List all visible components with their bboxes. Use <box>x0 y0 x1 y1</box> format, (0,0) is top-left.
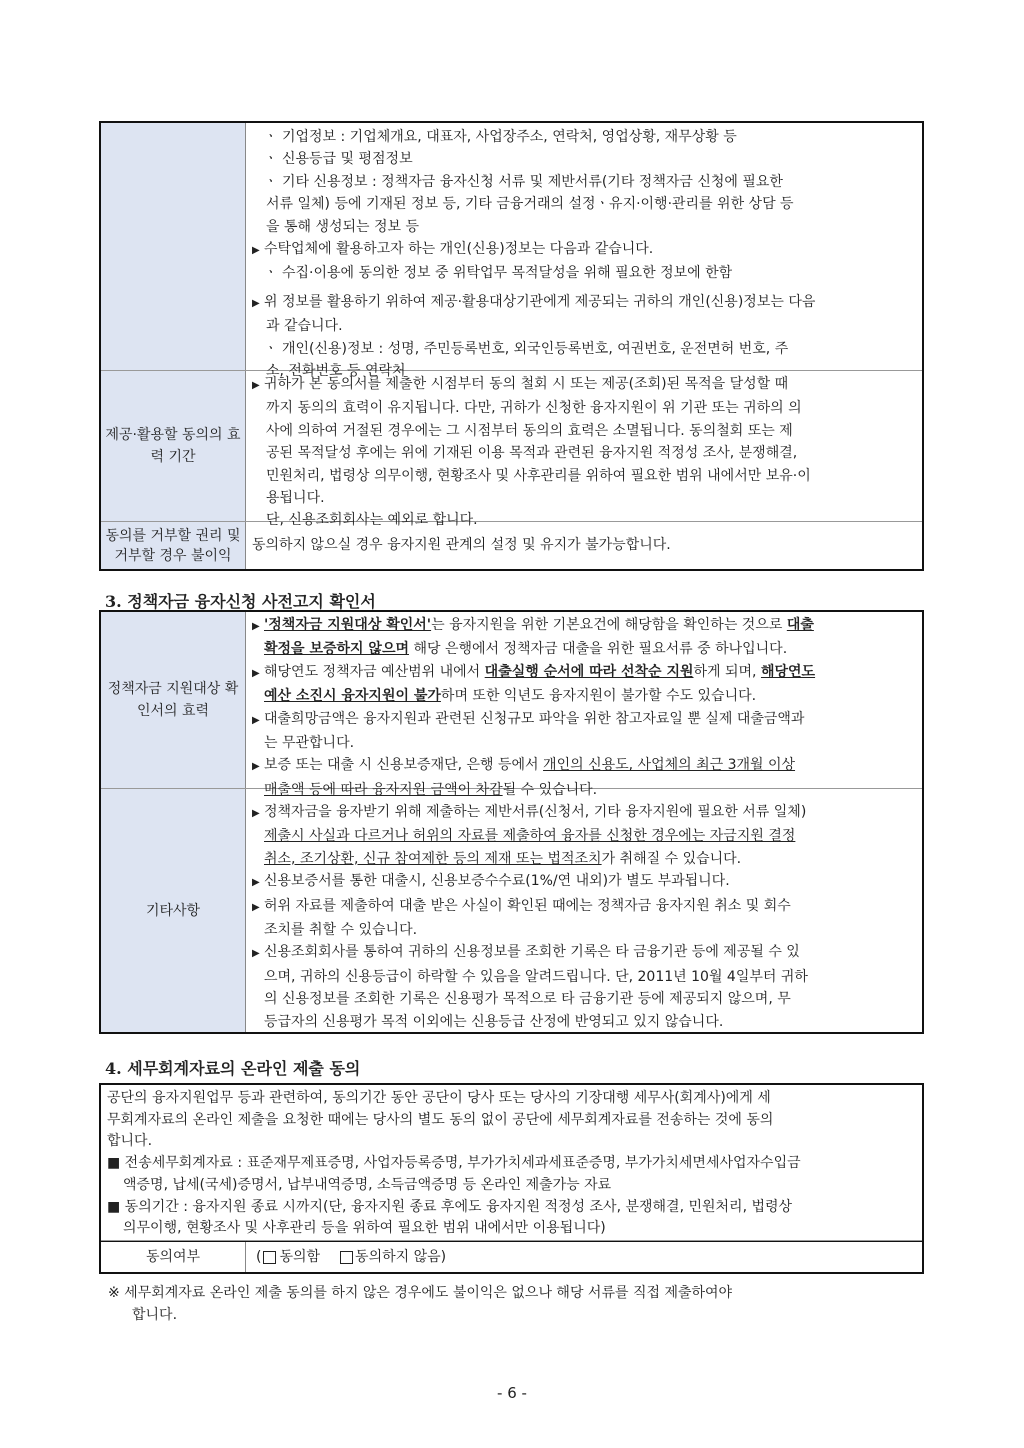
text-span: 하게 되며, <box>693 663 761 680</box>
notice-table <box>99 610 924 1034</box>
table-row <box>101 612 922 798</box>
bullet-triangle-icon: ▶ <box>252 948 260 960</box>
text-line: 귀하가 본 동의서를 제출한 시점부터 동의 철회 시 또는 제공(조회)된 목적을 달성할 때 <box>264 376 789 392</box>
text-span: 취소, 조기상환, 신규 참여제한 등의 제재 또는 법적조치 <box>264 850 602 867</box>
table-row <box>101 522 922 569</box>
text-span: 될 수 있습니다. <box>502 781 598 798</box>
text-span: 해당연도 정책자금 예산범위 내에서 <box>264 663 485 680</box>
row-content <box>246 789 922 1032</box>
row-label: 정책자금 지원대상 확인서의 효력 <box>101 612 246 788</box>
text-line: 의 신용정보를 조회한 기록은 신용평가 목적으로 타 금융기관 등에 제공되지 않으며, 무 <box>264 991 791 1008</box>
row-content <box>246 522 922 569</box>
text-line: 민원처리, 법령상 의무이행, 현황조사 및 사후관리를 위하여 필요한 범위 내에서만 보유·이 <box>266 467 811 484</box>
row-label: 기타사항 <box>101 789 246 1032</box>
section-heading: 3. 정책자금 융자신청 사전고지 확인서 <box>105 592 376 611</box>
disagree-checkbox[interactable] <box>340 1251 353 1264</box>
tax-consent-box <box>99 1083 924 1274</box>
bullet-triangle-icon: ▶ <box>252 297 260 309</box>
text-line: 위 정보를 활용하기 위하여 제공·활용대상기관에게 제공되는 귀하의 개인(신용)정보는 다음 <box>264 293 816 310</box>
text-line: 동의하지 않으실 경우 융자지원 관계의 설정 및 유지가 불가능합니다. <box>252 537 671 554</box>
text-span: 보증 또는 대출 시 신용보증재단, 은행 등에서 <box>264 757 544 774</box>
text-span: 신용보증서를 통한 대출시, 신용보증수수료(1%/연 내외)가 별도 부과됩니다. <box>264 873 730 890</box>
bullet-triangle-icon: ▶ <box>252 901 260 913</box>
text-line: ㆍ 개인(신용)정보 : 성명, 주민등록번호, 외국인등록번호, 여권번호, 운전면허 번호, 주 <box>264 340 789 357</box>
text-span: 대출실행 순서에 따라 선착순 지원 <box>484 663 694 680</box>
bullet-triangle-icon: ▶ <box>252 808 260 819</box>
bullet-triangle-icon: ▶ <box>252 621 260 632</box>
text-line: 공된 목적달성 후에는 위에 기재된 이용 목적과 관련된 융자지원 적정성 조사, 분쟁해결, <box>266 445 798 462</box>
bullet-triangle-icon: ▶ <box>252 667 260 679</box>
text-span: 허위 자료를 제출하여 대출 받은 사실이 확인된 때에는 정책자금 융자지원 취소 및 회수 <box>264 897 791 914</box>
text-line: 액증명, 납세(국세)증명서, 납부내역증명, 소득금액증명 등 온라인 제출가능 자료 <box>123 1176 612 1193</box>
agree-option-label: 동의함 <box>279 1248 321 1265</box>
consent-text-block <box>101 1085 922 1241</box>
row-content <box>246 123 922 380</box>
text-line: 을 통해 생성되는 정보 등 <box>266 218 420 235</box>
text-line: 공단의 융자지원업무 등과 관련하여, 동의기간 동안 공단이 당사 또는 당사의 기장대행 세무사(회계사)에게 세 <box>107 1090 771 1106</box>
row-label: 동의를 거부할 권리 및 거부할 경우 불이익 <box>101 522 246 569</box>
text-span: 하며 또한 익년도 융자지원이 불가할 수도 있습니다. <box>440 688 757 705</box>
text-line: ㆍ 신용등급 및 평점정보 <box>264 151 413 168</box>
row-content <box>246 371 922 529</box>
consent-options <box>246 1242 922 1272</box>
text-line: 의무이행, 현황조사 및 사후관리 등을 위하여 필요한 범위 내에서만 이용됩니다) <box>123 1220 606 1237</box>
consent-choice-row <box>101 1241 922 1272</box>
text-line: 수탁업체에 활용하고자 하는 개인(신용)정보는 다음과 같습니다. <box>264 241 654 258</box>
row-label: 제공·활용할 동의의 효력 기간 <box>101 371 246 521</box>
bullet-triangle-icon: ▶ <box>252 380 260 391</box>
text-line: 으며, 귀하의 신용등급이 하락할 수 있음을 알려드립니다. 단, 2011년 10월 4일부터 귀하 <box>264 968 808 985</box>
text-span: 제출시 사실과 다르거나 허위의 자료를 제출하여 융자를 신청한 경우에는 자금지원 결정 <box>264 828 796 845</box>
text-line: 등급자의 신용평가 목적 이외에는 신용등급 산정에 반영되고 있지 않습니다. <box>264 1013 724 1030</box>
row-label-empty <box>101 123 246 370</box>
text-span: 신용조회회사를 통하여 귀하의 신용정보를 조회한 기록은 타 금융기관 등에 제공될 수 있 <box>264 944 800 961</box>
text-line: 단, 신용조회회사는 예외로 합니다. <box>266 512 478 529</box>
bullet-triangle-icon: ▶ <box>252 761 260 773</box>
text-line: 조치를 취할 수 있습니다. <box>264 922 418 939</box>
text-line: 소, 전화번호 등 연락처 <box>266 363 406 380</box>
text-line: 과 같습니다. <box>266 318 343 335</box>
text-line: 합니다. <box>132 1307 178 1323</box>
text-line: 는 무관합니다. <box>264 735 355 752</box>
section-heading: 4. 세무회계자료의 온라인 제출 동의 <box>105 1059 361 1078</box>
bullet-triangle-icon: ▶ <box>252 245 260 257</box>
consent-table-continued <box>99 121 924 571</box>
paren-open: ( <box>256 1248 262 1265</box>
text-span: 해당 은행에서 정책자금 대출을 위한 필요서류 중 하나입니다. <box>409 641 788 658</box>
bullet-triangle-icon: ▶ <box>252 877 260 889</box>
row-content <box>101 1085 922 1240</box>
text-line: 합니다. <box>107 1133 153 1150</box>
text-line: ■ 전송세무회계자료 : 표준재무제표증명, 사업자등록증명, 부가가치세과세표준증명, 부가가치세면세사업자수입금 <box>107 1155 801 1172</box>
text-span: 대출희망금액은 융자지원과 관련된 신청규모 파악을 위한 참고자료일 뿐 실제 대출금액과 <box>264 710 805 727</box>
table-row <box>101 371 922 529</box>
text-span: 매출액 등에 따라 융자지원 금액이 차감 <box>264 781 503 798</box>
bullet-triangle-icon: ▶ <box>252 714 260 726</box>
table-row <box>101 789 922 1032</box>
page-number: - 6 - <box>497 1384 527 1402</box>
text-span: 예산 소진시 융자지원이 불가 <box>264 688 441 705</box>
text-line: ㆍ 기업정보 : 기업체개요, 대표자, 사업장주소, 연락처, 영업상황, 재무상황 등 <box>264 129 737 145</box>
text-span: 해당연도 <box>760 663 816 680</box>
text-span: 는 융자지원을 위한 기본요건에 해당함을 확인하는 것으로 <box>431 617 787 633</box>
text-span: '정책자금 지원대상 확인서' <box>264 617 432 633</box>
text-span: 가 취해질 수 있습니다. <box>601 850 742 867</box>
text-span: 개인의 신용도, 사업체의 최근 3개월 이상 <box>543 757 796 774</box>
text-line: 사에 의하여 거절된 경우에는 그 시점부터 동의의 효력은 소멸됩니다. 동의철회 또는 제 <box>266 422 793 439</box>
text-line: 까지 동의의 효력이 유지됩니다. 다만, 귀하가 신청한 융자지원이 위 기관 또는 귀하의 의 <box>266 400 802 417</box>
text-span: 대출 <box>786 617 814 633</box>
footnote <box>108 1282 924 1326</box>
table-row <box>101 123 922 380</box>
text-line: ※ 세무회계자료 온라인 제출 동의를 하지 않은 경우에도 불이익은 없으나 해당 서류를 직접 제출하여야 <box>108 1285 733 1301</box>
text-line: 용됩니다. <box>266 490 325 507</box>
text-line: 서류 일체) 등에 기재된 정보 등, 기타 금융거래의 설정ㆍ유지·이행·관리를 위한 상담 등 <box>266 196 794 213</box>
text-line: ■ 동의기간 : 융자지원 종료 시까지(단, 융자지원 종료 후에도 융자지원 적정성 조사, 분쟁해결, 민원처리, 법령상 <box>107 1198 793 1215</box>
text-line: ㆍ 수집·이용에 동의한 정보 중 위탁업무 목적달성을 위해 필요한 정보에 한함 <box>264 265 733 282</box>
row-content <box>246 612 922 798</box>
disagree-option-label: 동의하지 않음) <box>355 1248 447 1265</box>
agree-checkbox[interactable] <box>263 1251 276 1264</box>
text-line: ㆍ 기타 신용정보 : 정책자금 융자신청 서류 및 제반서류(기타 정책자금 신청에 필요한 <box>264 173 783 190</box>
text-span: 확정을 보증하지 않으며 <box>264 641 409 658</box>
text-line: 무회계자료의 온라인 제출을 요청한 때에는 당사의 별도 동의 없이 공단에 세무회계자료를 전송하는 것에 동의 <box>107 1111 774 1128</box>
consent-label: 동의여부 <box>101 1242 246 1272</box>
text-span: 정책자금을 융자받기 위해 제출하는 제반서류(신청서, 기타 융자지원에 필요한 서류 일체) <box>264 804 807 820</box>
